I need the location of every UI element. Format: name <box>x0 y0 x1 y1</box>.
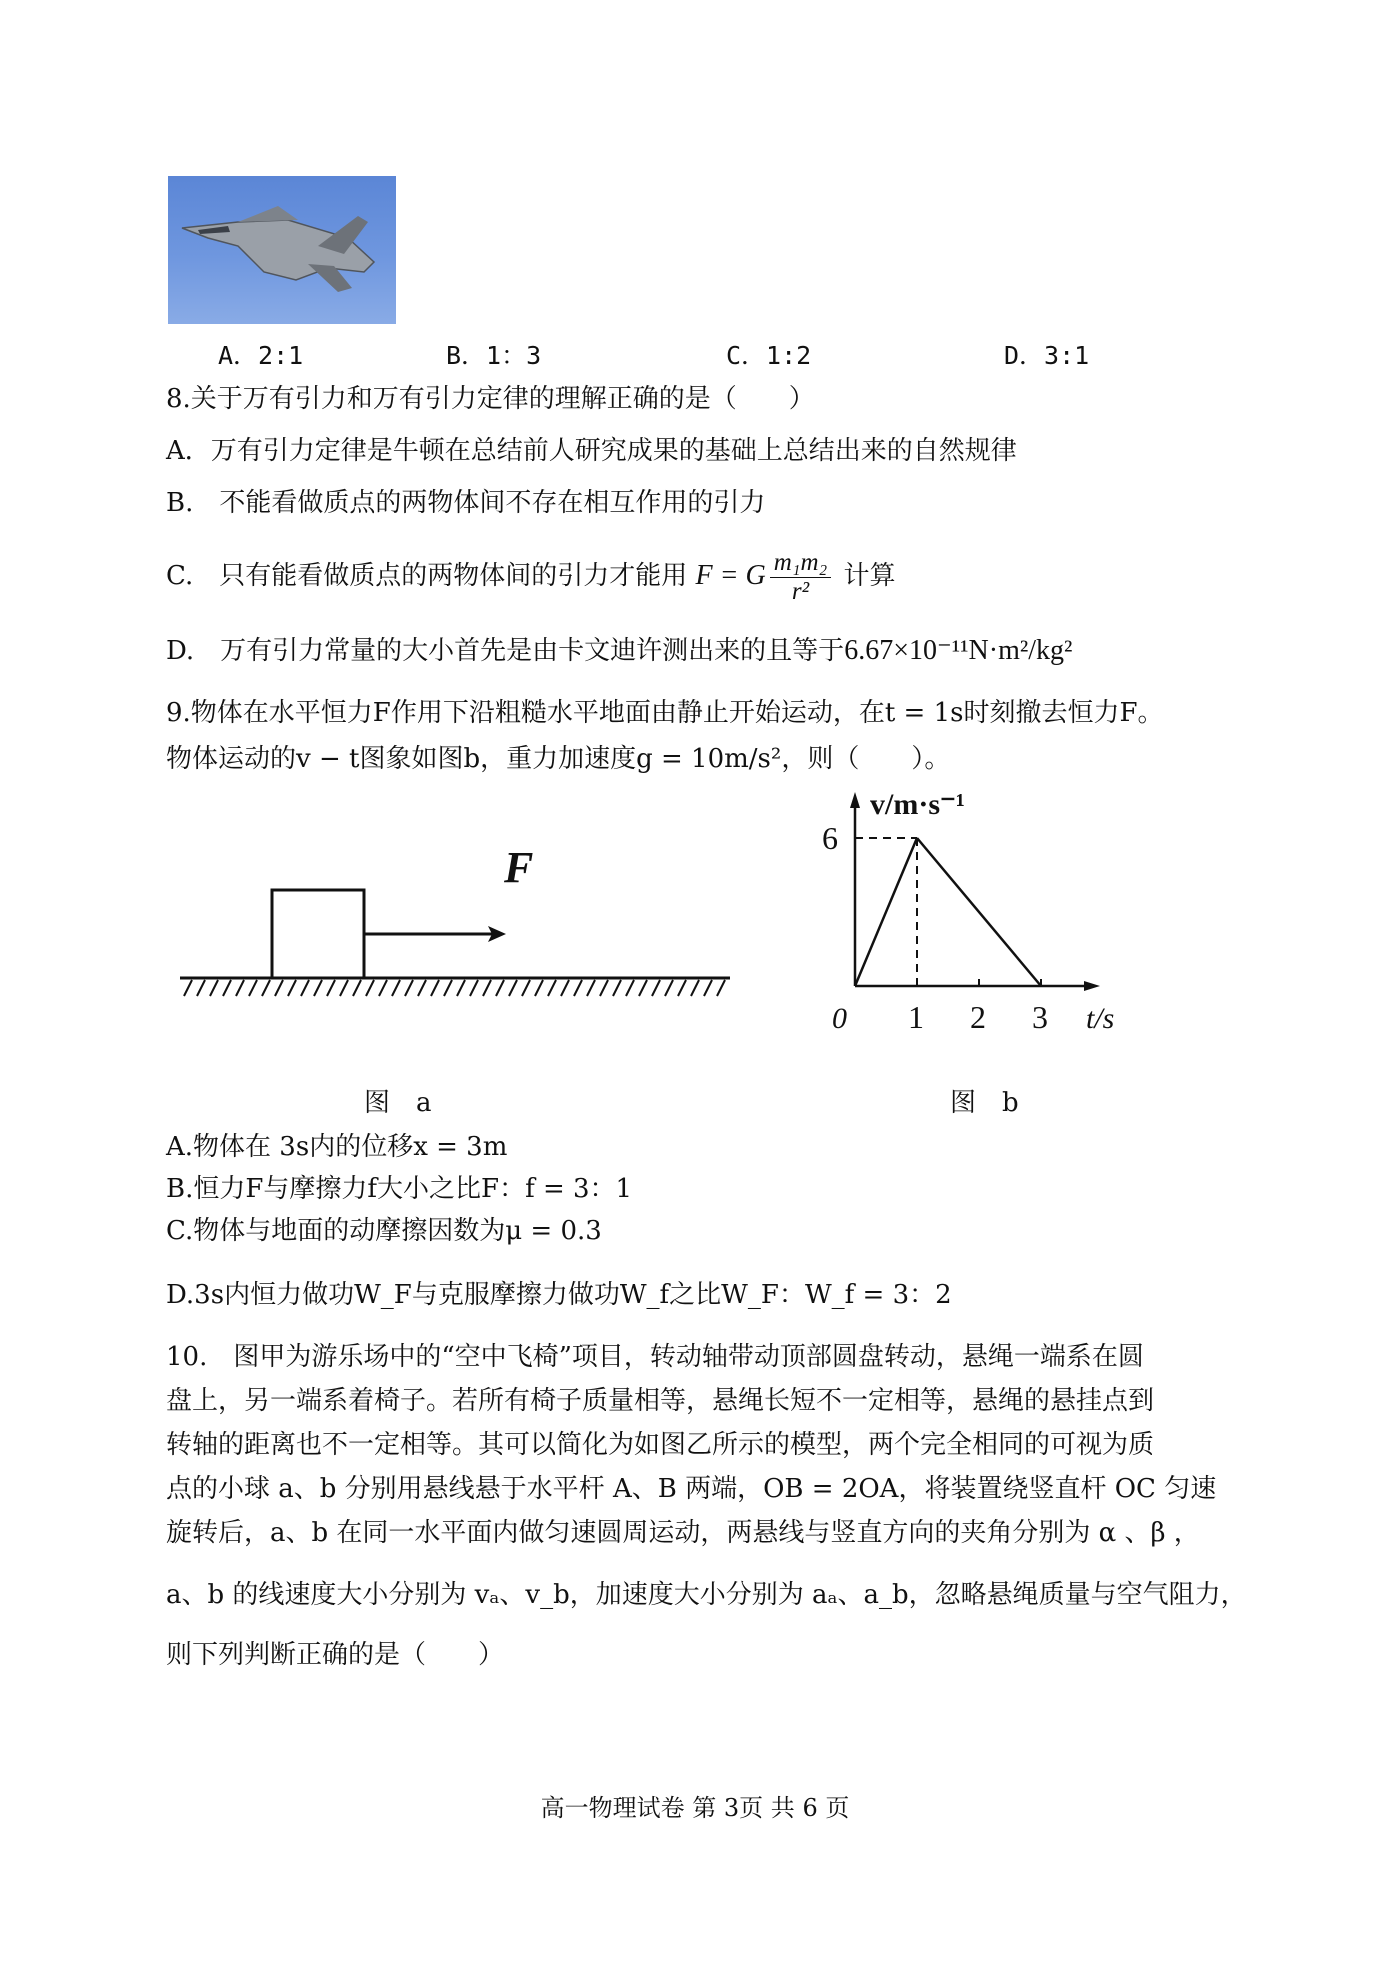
hatch-mark <box>275 980 283 996</box>
hatch-mark <box>639 980 647 996</box>
block <box>272 890 364 978</box>
hatch-mark <box>483 980 491 996</box>
hatch-mark <box>665 980 673 996</box>
q10-line2: 盘上，另一端系着椅子。若所有椅子质量相等，悬绳长短不一定相等，悬绳的悬挂点到 <box>166 1386 1155 1416</box>
hatch-mark <box>548 980 556 996</box>
x-tick-label: 3 <box>1032 999 1048 1035</box>
hatch-mark <box>626 980 634 996</box>
hatch-mark <box>431 980 439 996</box>
q9-option-c: C.物体与地面的动摩擦因数为μ = 0.3 <box>166 1216 602 1246</box>
x-tick-label: 1 <box>908 999 924 1035</box>
hatch-mark <box>496 980 504 996</box>
q7-option-c: C．1:2 <box>726 341 812 370</box>
x-axis-arrow <box>1084 981 1100 991</box>
hatch-mark <box>340 980 348 996</box>
q10-line6: a、b 的线速度大小分别为 vₐ、v_b，加速度大小分别为 aₐ、a_b，忽略悬绳质量与空气阻力， <box>166 1580 1247 1610</box>
q8-option-a: A．万有引力定律是牛顿在总结前人研究成果的基础上总结出来的自然规律 <box>166 436 1017 466</box>
hatch-mark <box>405 980 413 996</box>
y-axis-label: v/m·s⁻¹ <box>870 788 965 821</box>
hatch-mark <box>288 980 296 996</box>
origin-label: 0 <box>832 1002 847 1035</box>
hatch-mark <box>301 980 309 996</box>
q8-stem: 8.关于万有引力和万有引力定律的理解正确的是（ ） <box>166 384 815 414</box>
hatch-mark <box>535 980 543 996</box>
q8-formula-fraction <box>770 549 832 606</box>
q10-line3: 转轴的距离也不一定相等。其可以简化为如图乙所示的模型，两个完全相同的可视为质 <box>166 1430 1155 1460</box>
hatch-mark <box>613 980 621 996</box>
q8-gravitational-constant: 6.67×10⁻¹¹N·m²/kg² <box>844 635 1073 666</box>
q9-option-a: A.物体在 3s内的位移x = 3m <box>166 1132 508 1162</box>
q7-option-a: A．2:1 <box>218 341 304 370</box>
vt-segment <box>855 838 917 986</box>
hatch-mark <box>574 980 582 996</box>
q10-line1: 10. 图甲为游乐场中的“空中飞椅”项目，转动轴带动顶部圆盘转动，悬绳一端系在圆 <box>166 1342 1144 1372</box>
q8-option-b: B. 不能看做质点的两物体间不存在相互作用的引力 <box>166 488 766 518</box>
q8-option-d-text: D. 万有引力常量的大小首先是由卡文迪许测出来的且等于 <box>166 636 845 666</box>
q8-option-c-text: C. 只有能看做质点的两物体间的引力才能用 <box>166 561 688 591</box>
hatch-mark <box>327 980 335 996</box>
q8-option-c <box>166 546 896 612</box>
page-footer: 高一物理试卷 第 3页 共 6 页 <box>540 1794 850 1822</box>
hatch-mark <box>366 980 374 996</box>
hatch-mark <box>691 980 699 996</box>
q8-formula-left: F = G <box>695 560 766 591</box>
y-tick-label: 6 <box>822 820 838 856</box>
q8-option-d <box>166 634 1072 668</box>
hatch-mark <box>704 980 712 996</box>
figure-b-vt-chart <box>800 780 1140 1040</box>
q10-line7: 则下列判断正确的是（ ） <box>166 1640 505 1670</box>
hatch-mark <box>587 980 595 996</box>
hatch-mark <box>314 980 322 996</box>
q7-option-d: D．3:1 <box>1004 341 1090 370</box>
hatch-mark <box>470 980 478 996</box>
q9-stem-line1: 9.物体在水平恒力F作用下沿粗糙水平地面由静止开始运动，在t = 1s时刻撤去恒力F。 <box>166 698 1164 728</box>
q9-option-d: D.3s内恒力做功W_F与克服摩擦力做功W_f之比W_F：W_f = 3：2 <box>166 1280 952 1310</box>
hatch-mark <box>717 980 725 996</box>
q8-formula-numerator: m₁m₂ <box>770 549 832 578</box>
hatch-mark <box>197 980 205 996</box>
q7-option-b: B．1：3 <box>446 341 542 370</box>
hatch-mark <box>444 980 452 996</box>
x-axis-label: t/s <box>1086 1002 1115 1035</box>
hatch-mark <box>418 980 426 996</box>
q8-option-c-suffix: 计算 <box>843 561 896 591</box>
hatch-mark <box>223 980 231 996</box>
hatch-mark <box>509 980 517 996</box>
hatch-mark <box>392 980 400 996</box>
vt-segment <box>917 838 1041 986</box>
figure-a-caption: 图 a <box>364 1088 432 1118</box>
hatch-mark <box>379 980 387 996</box>
hatch-mark <box>522 980 530 996</box>
fighter-jet-photo <box>168 176 396 324</box>
q10-line4: 点的小球 a、b 分别用悬线悬于水平杆 A、B 两端，OB = 2OA，将装置绕竖直杆 OC 匀速 <box>166 1474 1217 1504</box>
q9-option-b: B.恒力F与摩擦力f大小之比F：f = 3：1 <box>166 1174 633 1204</box>
y-axis-arrow <box>850 792 860 808</box>
hatch-mark <box>210 980 218 996</box>
x-tick-label: 2 <box>970 999 986 1035</box>
hatch-mark <box>652 980 660 996</box>
ground-hatching <box>184 980 725 996</box>
hatch-mark <box>184 980 192 996</box>
hatch-mark <box>561 980 569 996</box>
hatch-mark <box>457 980 465 996</box>
figure-a-diagram <box>170 840 740 1000</box>
q10-line5: 旋转后，a、b 在同一水平面内做匀速圆周运动，两悬线与竖直方向的夹角分别为 α 、β ， <box>166 1518 1200 1548</box>
hatch-mark <box>353 980 361 996</box>
q8-formula-denominator: r² <box>791 577 810 605</box>
hatch-mark <box>249 980 257 996</box>
hatch-mark <box>678 980 686 996</box>
hatch-mark <box>600 980 608 996</box>
hatch-mark <box>262 980 270 996</box>
q9-stem-line2: 物体运动的v − t图象如图b，重力加速度g = 10m/s²，则（ ）。 <box>166 744 951 774</box>
hatch-mark <box>236 980 244 996</box>
force-label: F <box>504 843 534 892</box>
figure-b-caption: 图 b <box>950 1088 1019 1118</box>
fighter-jet-icon <box>168 176 396 324</box>
